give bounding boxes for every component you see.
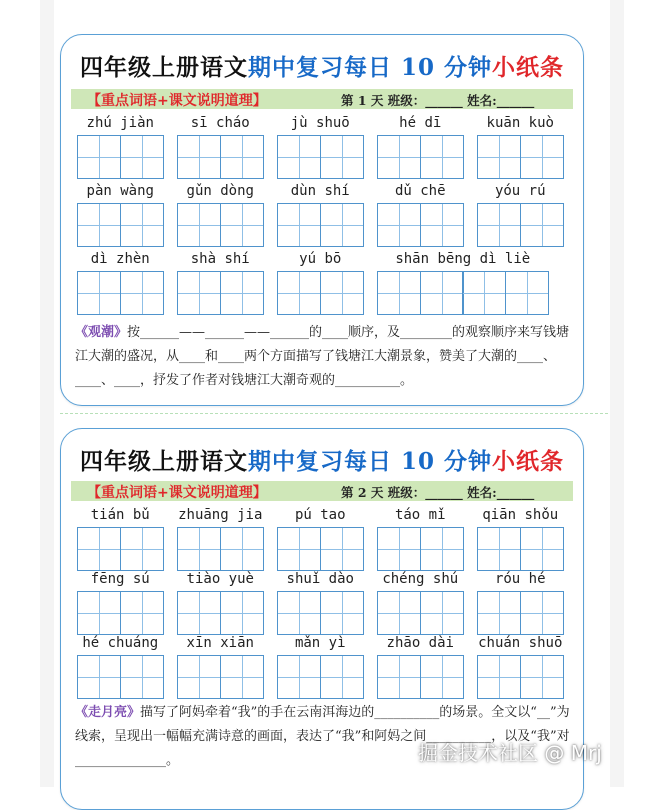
character-grid — [477, 203, 562, 247]
writing-cell[interactable] — [420, 591, 464, 635]
page-edge-right — [610, 0, 624, 787]
pinyin-label: mǎn yì — [294, 635, 346, 651]
header-band — [71, 89, 573, 109]
pinyin-label: zhuāng jia — [178, 507, 263, 523]
pinyin-label: chuán shuō — [478, 635, 563, 651]
pinyin-label: zhāo dài — [386, 635, 454, 651]
character-grid — [377, 591, 462, 635]
character-grid — [77, 135, 162, 179]
card-title — [61, 49, 583, 82]
pinyin-label: chéng shú — [382, 571, 459, 587]
band-day-class-name: 第 1 天 班级：______ 姓名:______ — [341, 93, 535, 108]
writing-cell[interactable] — [177, 135, 221, 179]
writing-cell[interactable] — [420, 203, 464, 247]
writing-cell[interactable] — [320, 591, 364, 635]
writing-cell[interactable] — [220, 203, 264, 247]
title-part-grade: 四年级上册语文 — [79, 54, 248, 81]
lesson-fill-text[interactable]: 描写了阿妈牵着“我”的手在云南洱海边的__________的场景。全文以“__”为线索，呈现出一幅幅充满诗意的画面，表达了“我”和阿妈之间__________，以及“我”对______________。 — [75, 705, 570, 768]
writing-cell[interactable] — [77, 655, 121, 699]
writing-cell[interactable] — [177, 527, 221, 571]
character-grid — [477, 655, 562, 699]
pinyin-label: róu hé — [494, 571, 546, 587]
character-grid — [177, 591, 262, 635]
worksheet-card-day-1 — [60, 34, 584, 406]
writing-cell[interactable] — [377, 271, 421, 315]
pinyin-label: shān bēng dì liè — [395, 251, 531, 267]
writing-cell[interactable] — [477, 135, 521, 179]
lesson-title: 《走月亮》 — [75, 705, 141, 720]
writing-cell[interactable] — [77, 271, 121, 315]
writing-cell[interactable] — [462, 271, 506, 315]
character-grid — [377, 527, 462, 571]
character-grid — [277, 135, 362, 179]
character-grid — [277, 203, 362, 247]
band-topic-label: 【重点词语+课文说明道理】 — [87, 93, 267, 109]
title-part-review: 期中复习每日 10 分钟 — [247, 448, 493, 475]
title-part-note: 小纸条 — [492, 448, 565, 475]
character-grid — [177, 271, 262, 315]
writing-cell[interactable] — [377, 591, 421, 635]
character-grid — [277, 527, 362, 571]
writing-cell[interactable] — [377, 203, 421, 247]
character-grid — [277, 655, 362, 699]
pinyin-label: yóu rú — [494, 183, 546, 199]
writing-cell[interactable] — [320, 527, 364, 571]
writing-cell[interactable] — [77, 135, 121, 179]
writing-cell[interactable] — [120, 655, 164, 699]
writing-cell[interactable] — [77, 203, 121, 247]
writing-cell[interactable] — [520, 591, 564, 635]
character-grid — [77, 655, 162, 699]
character-grid — [377, 135, 462, 179]
writing-cell[interactable] — [477, 527, 521, 571]
writing-cell[interactable] — [277, 135, 321, 179]
pinyin-label: pú tao — [294, 507, 346, 523]
writing-cell[interactable] — [277, 591, 321, 635]
title-part-grade: 四年级上册语文 — [79, 448, 248, 475]
writing-cell[interactable] — [277, 271, 321, 315]
header-band — [71, 481, 573, 501]
writing-cell[interactable] — [220, 591, 264, 635]
writing-cell[interactable] — [377, 655, 421, 699]
dashed-divider — [60, 413, 608, 414]
character-grid — [277, 271, 362, 315]
character-grid — [477, 135, 562, 179]
character-grid — [377, 203, 462, 247]
character-grid — [277, 591, 362, 635]
writing-cell[interactable] — [177, 203, 221, 247]
writing-cell[interactable] — [520, 655, 564, 699]
title-part-note: 小纸条 — [492, 54, 565, 81]
pinyin-label: dì zhèn — [90, 251, 150, 267]
pinyin-label: hé dī — [399, 115, 442, 131]
character-grid — [177, 135, 262, 179]
character-grid — [477, 591, 562, 635]
pinyin-label: fēng sú — [90, 571, 150, 587]
pinyin-label: qiān shǒu — [482, 507, 559, 523]
writing-cell[interactable] — [177, 655, 221, 699]
writing-cell[interactable] — [220, 655, 264, 699]
writing-cell[interactable] — [320, 655, 364, 699]
lesson-summary — [75, 321, 573, 393]
pinyin-label: yú bō — [299, 251, 342, 267]
writing-cell[interactable] — [377, 527, 421, 571]
pinyin-label: táo mǐ — [394, 507, 446, 523]
pinyin-label: tián bǔ — [90, 507, 150, 523]
writing-cell[interactable] — [420, 271, 464, 315]
pinyin-label: shà shí — [190, 251, 250, 267]
writing-cell[interactable] — [120, 271, 164, 315]
lesson-fill-text[interactable]: 按______——______——______的____顺序，及________的观察顺序来写钱塘江大潮的盛况，从____和____两个方面描写了钱塘江大潮景象，赞美了大潮的____、____、____，抒发了作者对钱塘江大潮奇观的__________。 — [75, 325, 570, 388]
writing-cell[interactable] — [320, 203, 364, 247]
pinyin-label: hé chuáng — [82, 635, 159, 651]
writing-cell[interactable] — [277, 203, 321, 247]
pinyin-label: dǔ chē — [394, 183, 446, 199]
character-grid — [77, 591, 162, 635]
writing-cell[interactable] — [277, 527, 321, 571]
pinyin-label: sī cháo — [190, 115, 250, 131]
writing-cell[interactable] — [477, 655, 521, 699]
writing-cell[interactable] — [320, 271, 364, 315]
writing-cell[interactable] — [220, 271, 264, 315]
pinyin-label: pàn wàng — [86, 183, 154, 199]
pinyin-label: tiào yuè — [186, 571, 254, 587]
band-topic-label: 【重点词语+课文说明道理】 — [87, 485, 267, 501]
character-grid — [377, 271, 547, 315]
writing-cell[interactable] — [220, 527, 264, 571]
pinyin-label: shuǐ dào — [286, 571, 354, 587]
character-grid — [177, 655, 262, 699]
writing-cell[interactable] — [520, 135, 564, 179]
pinyin-label: xīn xiān — [186, 635, 254, 651]
writing-cell[interactable] — [505, 271, 549, 315]
card-title — [61, 443, 583, 476]
pinyin-label: kuān kuò — [486, 115, 554, 131]
page-edge-left — [40, 0, 54, 787]
writing-cell[interactable] — [420, 135, 464, 179]
pinyin-label: gǔn dòng — [186, 183, 254, 199]
writing-cell[interactable] — [77, 591, 121, 635]
writing-cell[interactable] — [320, 135, 364, 179]
writing-cell[interactable] — [277, 655, 321, 699]
writing-cell[interactable] — [520, 203, 564, 247]
writing-cell[interactable] — [420, 527, 464, 571]
writing-cell[interactable] — [377, 135, 421, 179]
character-grid — [477, 527, 562, 571]
writing-cell[interactable] — [177, 271, 221, 315]
lesson-title: 《观潮》 — [75, 325, 128, 340]
character-grid — [177, 527, 262, 571]
pinyin-label: jù shuō — [290, 115, 350, 131]
writing-cell[interactable] — [120, 203, 164, 247]
writing-cell[interactable] — [120, 527, 164, 571]
band-day-class-name: 第 2 天 班级：______ 姓名:______ — [341, 485, 535, 500]
writing-cell[interactable] — [177, 591, 221, 635]
character-grid — [77, 271, 162, 315]
writing-cell[interactable] — [120, 135, 164, 179]
writing-cell[interactable] — [77, 527, 121, 571]
character-grid — [77, 527, 162, 571]
writing-cell[interactable] — [520, 527, 564, 571]
writing-cell[interactable] — [220, 135, 264, 179]
character-grid — [177, 203, 262, 247]
writing-cell[interactable] — [477, 591, 521, 635]
pinyin-label: zhú jiàn — [86, 115, 154, 131]
writing-cell[interactable] — [477, 203, 521, 247]
pinyin-label: dùn shí — [290, 183, 350, 199]
writing-cell[interactable] — [120, 591, 164, 635]
writing-cell[interactable] — [420, 655, 464, 699]
character-grid — [377, 655, 462, 699]
title-part-review: 期中复习每日 10 分钟 — [247, 54, 493, 81]
watermark-text: 掘金技术社区 @ Mrj — [418, 741, 602, 765]
character-grid — [77, 203, 162, 247]
